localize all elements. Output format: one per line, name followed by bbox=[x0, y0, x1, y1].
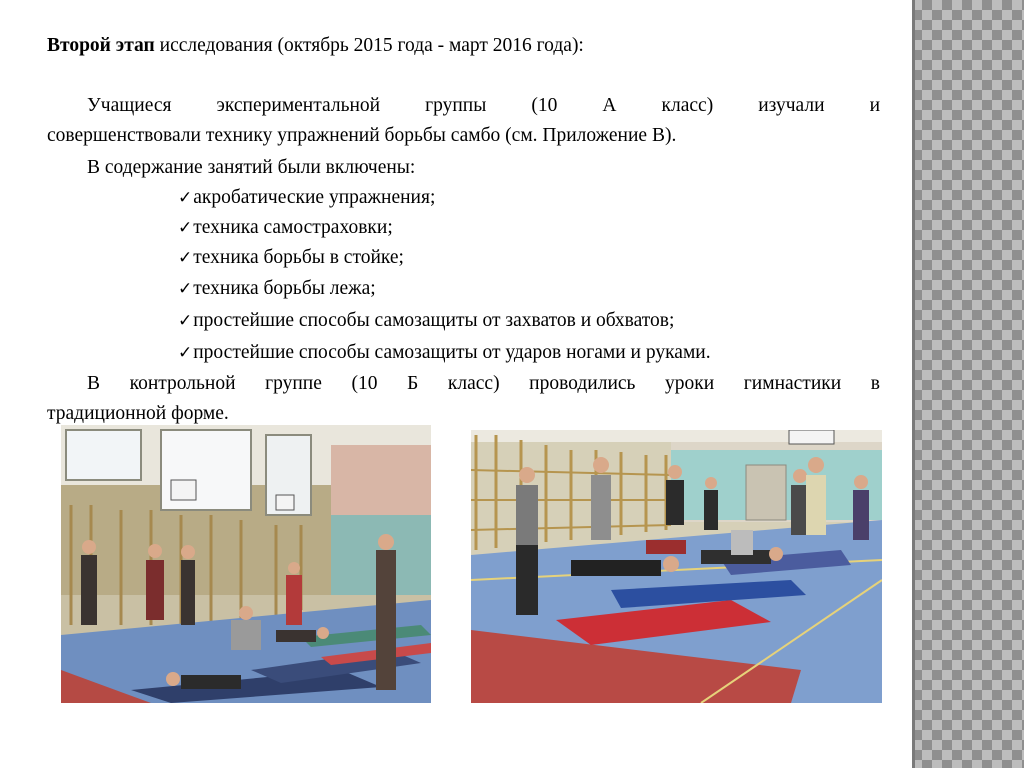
checkmark-icon: ✓ bbox=[178, 218, 193, 238]
title-rest: исследования (октябрь 2015 года - март 2016 года): bbox=[154, 35, 584, 56]
list-item: ✓простейшие способы самозащиты от ударов ногами и руками. bbox=[178, 342, 711, 363]
page-title bbox=[47, 31, 584, 60]
paragraph2: В содержание занятий были включены: bbox=[87, 157, 416, 178]
gym-photo-right bbox=[471, 430, 882, 703]
decorative-side-pattern bbox=[912, 0, 1024, 768]
paragraph1-line1: Учащиеся экспериментальной группы (10 А класс) изучали и bbox=[87, 95, 880, 116]
side-divider bbox=[912, 0, 915, 768]
list-item: ✓акробатические упражнения; bbox=[178, 187, 436, 208]
paragraph3-line1: В контрольной группе (10 Б класс) проводились уроки гимнастики в bbox=[87, 373, 880, 394]
checkmark-icon: ✓ bbox=[178, 279, 193, 299]
list-item: ✓простейшие способы самозащиты от захватов и обхватов; bbox=[178, 310, 675, 331]
title-bold: Второй этап bbox=[47, 35, 155, 56]
list-item: ✓техника самостраховки; bbox=[178, 217, 393, 238]
list-item: ✓техника борьбы лежа; bbox=[178, 278, 376, 299]
list-item: ✓техника борьбы в стойке; bbox=[178, 247, 404, 268]
checkmark-icon: ✓ bbox=[178, 311, 193, 331]
checkmark-icon: ✓ bbox=[178, 343, 193, 363]
checkmark-icon: ✓ bbox=[178, 188, 193, 208]
paragraph1-line2: совершенствовали технику упражнений борьбы самбо (см. Приложение В). bbox=[47, 125, 677, 146]
paragraph3-line2: традиционной форме. bbox=[47, 403, 229, 424]
gym-photo-left bbox=[61, 425, 431, 703]
checkmark-icon: ✓ bbox=[178, 248, 193, 268]
